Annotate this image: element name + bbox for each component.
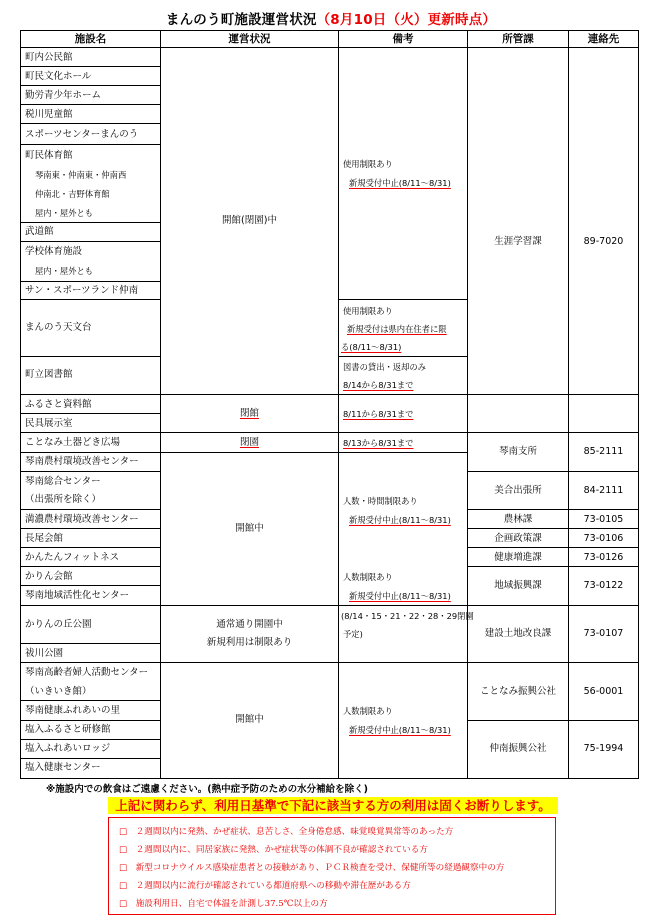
refusal-banner: 上記に関わらず、利用日基準で下記に該当する方の利用は固くお断りします。 [108,797,558,814]
status-park-open: 通常通り開園中 [216,619,283,630]
facility-name: （出張所を除く） [25,494,102,505]
facility-name: かりんの丘公園 [25,619,92,630]
contact-number: 84-2111 [583,485,624,496]
header-remarks: 備考 [392,33,414,45]
remark: 人数・時間制限あり [343,496,418,506]
contact-number: 56-0001 [583,686,624,697]
contact-number: 73-0122 [583,580,624,591]
facility-name: 武道館 [25,226,54,237]
department: 生涯学習課 [494,236,542,247]
contact-number: 73-0107 [583,628,624,639]
condition-item: □ ２週間以内に発熱、かぜ症状、息苦しさ、全身倦怠感、味覚嗅覚異常等のあった方 [119,827,454,837]
food-note: ※施設内での飲食はご遠慮ください。(熱中症予防のための水分補給を除く) [46,784,368,795]
department: 琴南支所 [498,446,537,457]
header-status: 運営状況 [228,33,271,45]
remark: 8/13から8/31まで [343,438,414,448]
remark: 新規受付中止(8/11～8/31) [349,515,451,525]
facility-name: 町内公民館 [25,52,73,63]
condition-item: □ 新型コロナウイルス感染症患者との接触があり、ＰＣＲ検査を受け、保健所等の経過観察中の方 [119,863,505,873]
contact-number: 73-0105 [583,514,624,525]
facility-name: 祓川公園 [25,648,64,659]
department: 美合出張所 [494,485,542,496]
facility-name: 税川児童館 [25,109,73,120]
remark: る(8/11～8/31) [341,342,402,352]
contact-number: 89-7020 [583,236,624,247]
remark: 8/14から8/31まで [343,380,414,390]
page-title: まんのう町施設運営状況（8月10日（火）更新時点） [165,12,497,28]
facility-name: 町立図書館 [25,369,73,380]
remark: (8/14・15・21・22・28・29閉園 [341,611,474,621]
facility-name: 学校体育施設 [25,246,83,257]
status-closed-hall: 閉館 [239,408,259,419]
status-open-closed: 開館(閉園)中 [222,215,277,226]
facility-name: サン・スポーツランド仲南 [25,285,139,296]
department: 建設土地改良課 [484,628,552,639]
facility-name: まんのう天文台 [25,322,92,333]
header-facility: 施設名 [74,33,107,45]
facility-name: 塩入ふるさと研修館 [25,724,111,735]
facility-name: 琴南健康ふれあいの里 [25,705,121,716]
status-closed-park: 閉園 [239,437,259,448]
contact-number: 73-0106 [583,533,624,544]
contact-number: 73-0126 [583,552,624,563]
remark: 図書の貸出・返却のみ [343,362,426,372]
facility-sub: 屋内・屋外とも [35,208,94,218]
conditions-box [108,817,556,915]
facility-sub: 仲南北・吉野体育館 [35,189,110,199]
remark: 新規受付中止(8/11～8/31) [349,178,451,188]
facility-name: 民具展示室 [25,418,73,429]
facility-sub: 屋内・屋外とも [35,266,94,276]
facility-name: かりん会館 [25,571,73,582]
facility-name: 塩入健康センター [25,762,101,773]
department: 仲南振興公社 [489,743,547,754]
facility-name: 勤労青少年ホーム [25,90,102,101]
facility-name: ふるさと資料館 [25,399,92,410]
remark: 人数制限あり [343,706,393,716]
facility-name: 琴南総合センター [25,476,101,487]
facility-name: 長尾会館 [25,533,64,544]
remark: 新規受付中止(8/11～8/31) [349,591,451,601]
status-park-note: 新規利用は制限あり [206,637,293,648]
facility-name: ことなみ土器どき広場 [25,437,121,448]
contact-number: 85-2111 [583,446,624,457]
contact-number: 75-1994 [583,743,624,754]
condition-item: □ ２週間以内に、同居家族に発熱、かぜ症状等の体調不良が確認されている方 [119,845,428,855]
facility-name: 満濃農村環境改善センター [25,514,139,525]
department: 健康増進課 [494,552,542,563]
department: ことなみ振興公社 [479,686,556,697]
remark: 新規受付は県内在住者に限 [347,324,447,334]
department: 企画政策課 [494,533,542,544]
remark: 使用制限あり [343,159,393,169]
remark: 人数制限あり [343,572,393,582]
condition-item: □ ２週間以内に流行が確認されている都道府県への移動や滞在歴がある方 [119,881,411,891]
remark: 8/11から8/31まで [343,409,414,419]
facility-name: 琴南地域活性化センター [25,590,130,601]
condition-item: □ 施設利用日、自宅で体温を計測し37.5℃以上の方 [119,899,328,909]
facility-sub: 琴南東・仲南東・仲南西 [35,170,127,180]
header-department: 所管課 [502,33,534,45]
facility-name: （いきいき館） [25,686,92,697]
header-contact: 連絡先 [587,33,620,45]
facility-name: かんたんフィットネス [25,552,120,563]
facility-name: 琴南高齢者婦人活動センター [25,667,149,678]
department: 地域振興課 [494,580,542,591]
remark: 使用制限あり [343,306,393,316]
facility-name: 町民文化ホール [25,71,92,82]
remark: 新規受付中止(8/11～8/31) [349,725,451,735]
facility-name: 町民体育館 [25,150,73,161]
facility-name: 塩入ふれあいロッジ [25,743,111,754]
facility-name: スポーツセンターまんのう [25,129,139,140]
remark: 予定) [343,629,363,639]
status-open-2: 開館中 [235,714,264,725]
status-open: 開館中 [235,523,264,534]
facility-name: 琴南農村環境改善センター [25,456,139,467]
department: 農林課 [503,514,533,525]
